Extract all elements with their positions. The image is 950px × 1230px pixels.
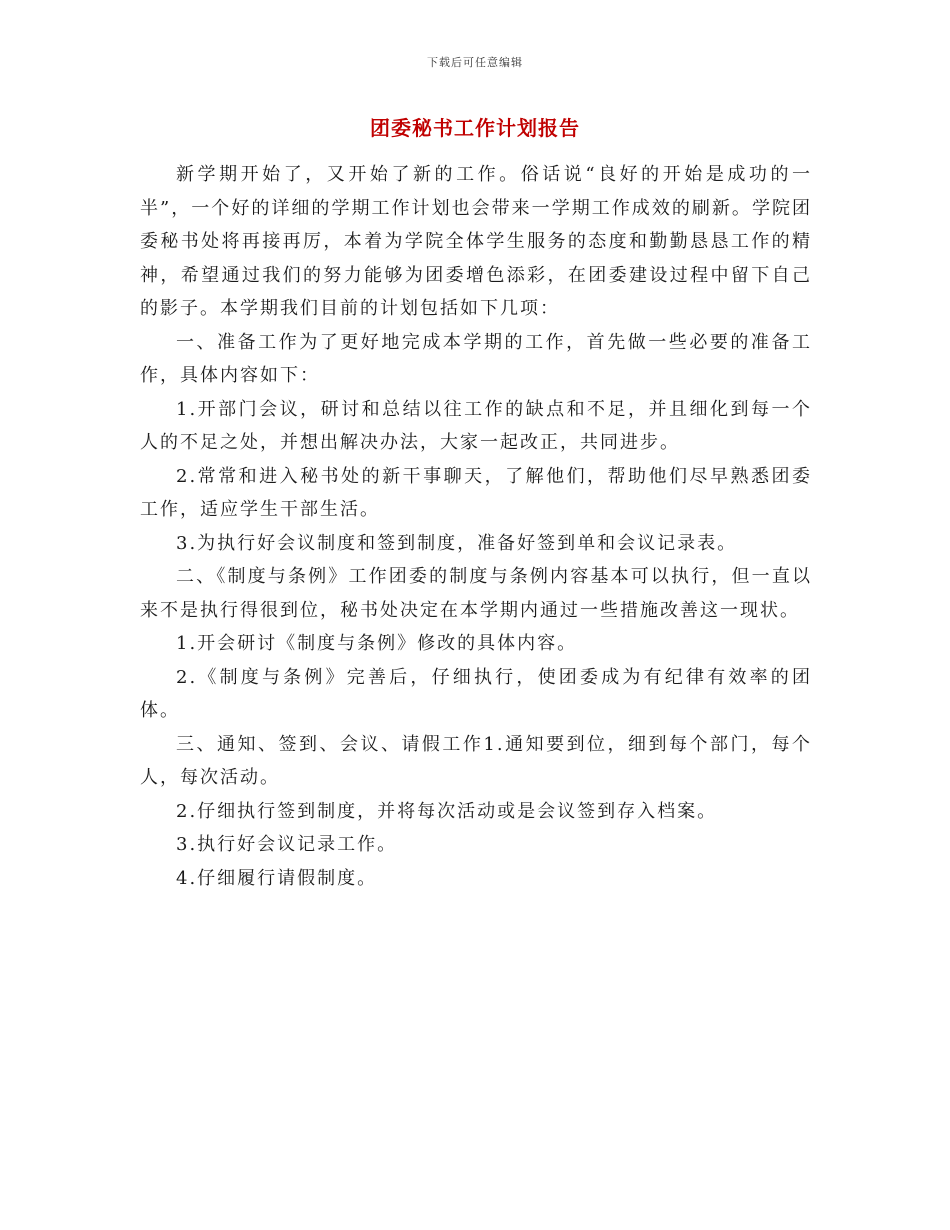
paragraph-section-3: 三、通知、签到、会议、请假工作1.通知要到位，细到每个部门，每个人，每次活动。 [140, 733, 812, 788]
paragraph-item-3-3: 3.执行好会议记录工作。 [176, 834, 398, 855]
paragraph-section-2: 二、《制度与条例》工作团委的制度与条例内容基本可以执行，但一直以来不是执行得很到位，秘书处决定在本学期内通过一些措施改善这一现状。 [140, 566, 812, 621]
paragraph-item-1-1: 1.开部门会议，研讨和总结以往工作的缺点和不足，并且细化到每一个人的不足之处，并想出解决办法，大家一起改正，共同进步。 [140, 398, 812, 453]
paragraph-item-1-3: 3.为执行好会议制度和签到制度，准备好签到单和会议记录表。 [176, 532, 738, 554]
paragraph-section-1: 一、准备工作为了更好地完成本学期的工作，首先做一些必要的准备工作，具体内容如下： [140, 331, 812, 386]
paragraph-item-2-2: 2.《制度与条例》完善后，仔细执行，使团委成为有纪律有效率的团体。 [140, 666, 812, 721]
paragraph-item-3-2: 2.仔细执行签到制度，并将每次活动或是会议签到存入档案。 [176, 800, 718, 822]
paragraph-item-2-1: 1.开会研讨《制度与条例》修改的具体内容。 [176, 633, 578, 654]
header-note: 下载后可任意编辑 [427, 56, 523, 69]
paragraph-intro: 新学期开始了，又开始了新的工作。俗话说“良好的开始是成功的一半”，一个好的详细的学期工作计划也会带来一学期工作成效的刷新。学院团委秘书处将再接再厉，本着为学院全体学生服务的态度和勤勤恳恳工作的精神，希望通过我们的努力能够为团委增色添彩，在团委建设过程中留下自己的影子。本学期我们目前的计划包括如下几项： [140, 164, 812, 319]
document-title: 团委秘书工作计划报告 [370, 116, 580, 140]
document-body [140, 158, 812, 895]
paragraph-item-1-2: 2.常常和进入秘书处的新干事聊天，了解他们，帮助他们尽早熟悉团委工作，适应学生干部生活。 [140, 465, 812, 520]
paragraph-item-3-4: 4.仔细履行请假制度。 [176, 867, 378, 889]
